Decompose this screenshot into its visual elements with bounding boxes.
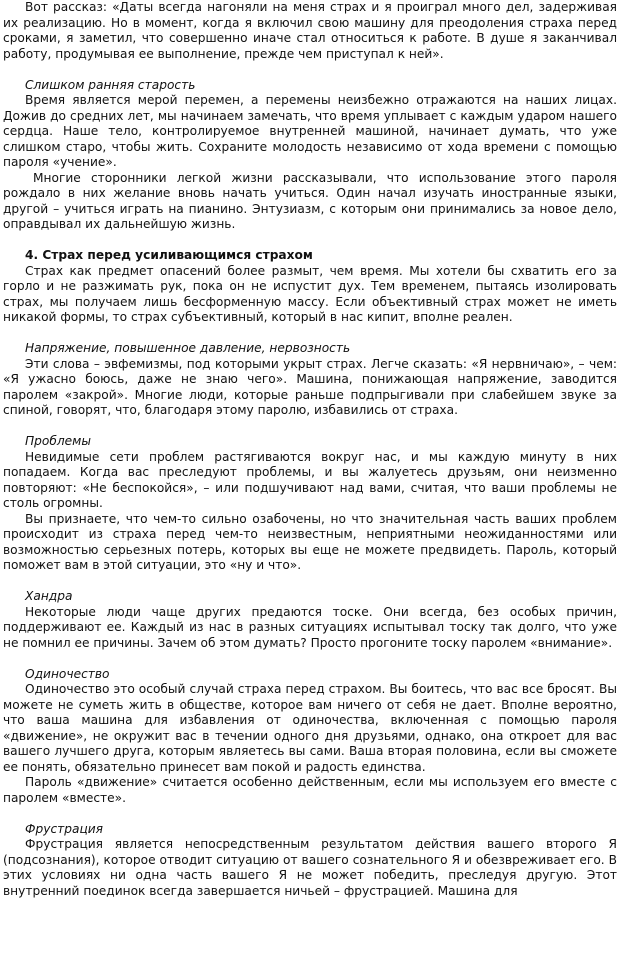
early-aging-paragraph-1: Время является мерой перемен, а перемены неизбежно отражаются на наших лицах. Дожив до средних лет, мы начинаем замечать, что время уплывает с каждым ударом нашего сердца. Наше тело, контролируемое внутренней машиной, начинает думать, что уже слишком старо, чтобы жить. Сохраните молодость независимо от хода времени с помощью пароля «учение». [3,93,617,169]
spacer [3,419,617,435]
problems-paragraph-2: Вы признаете, что чем-то сильно озабочены, но что значительная часть ваших проблем происходит из страха перед чем-то неизвестным, неприятными неожиданностями или возможностью серьезных потерь, которых вы еще не можете предвидеть. Пароль, который поможет вам в этой ситуации, это «ну и что». [3,511,617,572]
tension-paragraph-1: Эти слова – эвфемизмы, под которыми укрыт страх. Легче сказать: «Я нервничаю», – чем: «Я ужасно боюсь, даже не знаю чего». Машина, понижающая напряжение, заводится паролем «закрой». Многие люди, которые раньше подпрыгивали при слабейшем звуке за спиной, говорят, что, благодаря этому паролю, избавились от страха. [3,356,617,417]
subheading-problems: Проблемы [25,434,91,448]
spacer [3,62,617,78]
loneliness-paragraph-1: Одиночество это особый случай страха перед страхом. Вы боитесь, что вас все бросят. Вы можете не суметь жить в обществе, которое вам ничего от себя не дает. Вполне вероятно, что ваша машина для избавления от одиночества, включенная с помощью пароля «движение», не окружит вас в течении одного дня друзьями, однако, она откроет для вас вашего лучшего друга, которым являетесь вы сами. Ваша вторая половина, если вы сможете ее понять, обязательно принесет вам покой и радость единства. [3,682,617,774]
loneliness-paragraph-2: Пароль «движение» считается особенно действенным, если мы используем его вместе с паролем «вместе». [3,775,617,805]
spacer [3,233,617,249]
subheading-frustration: Фрустрация [25,821,103,836]
frustration-paragraph-1: Фрустрация является непосредственным результатом действия вашего второго Я (подсознания), которое отводит ситуацию от вашего сознательного Я и обезвреживает его. В этих условиях ни одна часть вашего Я не может победить, преследуя другую. Этот внутренний поединок всегда завершается ничьей – фрустрацией. Машина для [3,837,617,898]
spacer [3,326,617,342]
subheading-loneliness: Одиночество [25,666,110,681]
subheading-spleen: Хандра [25,589,73,603]
subheading-early-aging: Слишком ранняя старость [25,77,196,92]
spacer [3,806,617,822]
section-heading-fear: 4. Страх перед усиливающимся страхом [25,248,313,262]
spleen-paragraph-1: Некоторые люди чаще других предаются тоске. Они всегда, без особых причин, поддерживают ее. Каждый из нас в разных ситуациях испытывал тоску так долго, что уже не помнил ее причины. Зачем об этом думать? Просто прогоните тоску паролем «внимание». [3,604,617,650]
early-aging-paragraph-2: Многие сторонники легкой жизни рассказывали, что использование этого пароля рождало в них желание вновь начать учиться. Один начал изучать иностранные языки, другой – учиться играть на пианино. Энтузиазм, с которым они принимались за новое дело, оправдывал их дальнейшую жизнь. [3,170,617,231]
spacer [3,651,617,667]
section4-paragraph-1: Страх как предмет опасений более размыт, чем время. Мы хотели бы схватить его за горло и не разжимать рук, пока он не испустит дух. Тем временем, пытаясь изолировать страх, мы получаем лишь бесформенную массу. Если объективный страх может не иметь никакой формы, то страх субъективный, который в нас кипит, вполне реален. [3,263,617,324]
problems-paragraph-1: Невидимые сети проблем растягиваются вокруг нас, и мы каждую минуту в них попадаем. Когда вас преследуют проблемы, и вы жалуетесь друзьям, они неизменно повторяют: «Не беспокойся», – или подшучивают над вами, считая, что ваши проблемы не столь огромны. [3,449,617,510]
intro-paragraph: Вот рассказ: «Даты всегда нагоняли на меня страх и я проиграл много дел, задерживая их реализацию. Но в момент, когда я включил свою машину для преодоления страха перед сроками, я заметил, что совершенно иначе стал относиться к работе. В душе я заканчивал работу, продумывая ее выполнение, прежде чем приступал к ней». [3,0,617,61]
subheading-tension: Напряжение, повышенное давление, нервозность [25,341,351,355]
spacer [3,574,617,590]
